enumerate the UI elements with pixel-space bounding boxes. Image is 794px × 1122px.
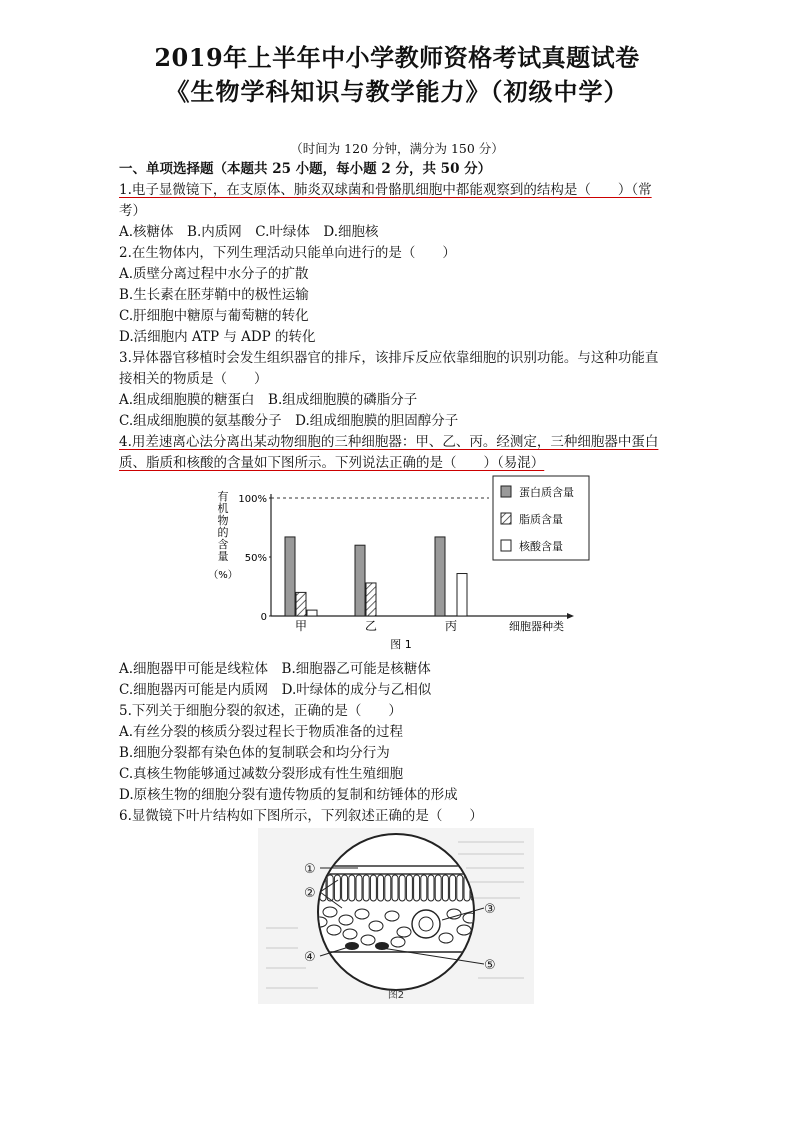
palisade-cell xyxy=(406,875,412,901)
q4-stem-cont: 质、脂质和核酸的含量如下图所示。下列说法正确的是（ ）（易混） xyxy=(119,455,545,471)
x-axis-title: 细胞器种类 xyxy=(509,620,564,633)
q1-stem-cont: 考） xyxy=(119,203,146,219)
palisade-cell xyxy=(370,875,376,901)
bar-甲-2 xyxy=(307,610,317,616)
bar-乙-1 xyxy=(366,583,376,616)
q1-stem: 1.电子显微镜下，在支原体、肺炎双球菌和骨骼肌细胞中都能观察到的结构是（ ）（常 xyxy=(119,182,652,198)
spongy-cell xyxy=(355,909,369,919)
spongy-cell xyxy=(339,915,353,925)
spongy-cell xyxy=(397,927,411,937)
y-label-char: 的 xyxy=(217,526,229,539)
palisade-cell xyxy=(378,875,384,901)
spongy-cell xyxy=(323,907,337,917)
palisade-cell xyxy=(428,875,434,901)
palisade-cell xyxy=(349,875,355,901)
x-category-label: 丙 xyxy=(444,619,458,633)
bar-chart-figure1 xyxy=(205,474,595,654)
q4-options-ab: A.细胞器甲可能是线粒体 B.细胞器乙可能是核糖体 xyxy=(119,661,431,677)
x-axis-arrow xyxy=(567,613,574,619)
palisade-cell xyxy=(385,875,391,901)
spongy-cell xyxy=(343,929,357,939)
palisade-cell xyxy=(414,875,420,901)
y-tick-label: 50% xyxy=(244,553,267,564)
q5-option-a: A.有丝分裂的核质分裂过程长于物质准备的过程 xyxy=(119,724,404,740)
q3-options-cd: C.组成细胞膜的氨基酸分子 D.组成细胞膜的胆固醇分子 xyxy=(119,413,459,429)
y-axis-ticks xyxy=(238,494,271,623)
bar-丙-0 xyxy=(435,537,445,616)
spongy-cell xyxy=(369,921,383,931)
x-category-label: 乙 xyxy=(364,619,378,633)
exam-title-line1: 2019年上半年中小学教师资格考试真题试卷 xyxy=(154,43,640,72)
palisade-cell xyxy=(442,875,448,901)
leaf-structure-figure2 xyxy=(258,828,534,1004)
q5-option-d: D.原核生物的细胞分裂有遗传物质的复制和纺锤体的形成 xyxy=(119,787,458,803)
palisade-cell xyxy=(363,875,369,901)
y-label-unit: （%） xyxy=(208,570,238,581)
time-note: （时间为 120 分钟，满分为 150 分） xyxy=(290,141,504,156)
exam-title-line2: 《生物学科知识与教学能力》（初级中学） xyxy=(165,77,629,106)
bars xyxy=(285,537,467,616)
y-tick-label: 0 xyxy=(260,612,267,623)
spongy-cell xyxy=(439,933,453,943)
figure2-caption: 图2 xyxy=(387,990,405,1001)
upper-epidermis xyxy=(316,866,476,874)
q2-option-a: A.质壁分离过程中水分子的扩散 xyxy=(119,266,309,282)
y-label-char: 机 xyxy=(217,502,229,515)
legend-swatch xyxy=(501,513,511,524)
legend-swatch xyxy=(501,486,511,497)
legend-label: 核酸含量 xyxy=(519,540,563,553)
palisade-cell xyxy=(450,875,456,901)
y-axis-label xyxy=(208,490,238,581)
q3-options-ab: A.组成细胞膜的糖蛋白 B.组成细胞膜的磷脂分子 xyxy=(119,392,418,408)
y-tick-label: 100% xyxy=(238,494,267,505)
q2-option-c: C.肝细胞中糖原与葡萄糖的转化 xyxy=(119,308,309,324)
vein-bundle xyxy=(412,910,440,938)
figure2-label-5: ⑤ xyxy=(484,958,496,973)
palisade-cell xyxy=(457,875,463,901)
spongy-cell xyxy=(391,937,405,947)
legend-label: 蛋白质含量 xyxy=(519,486,574,499)
figure2-label-4: ④ xyxy=(304,950,316,965)
palisade-cell xyxy=(356,875,362,901)
spongy-cell xyxy=(457,925,471,935)
figure2-label-2: ② xyxy=(304,886,316,901)
bar-丙-2 xyxy=(457,574,467,616)
y-label-char: 量 xyxy=(217,550,229,563)
palisade-cell xyxy=(334,875,340,901)
bar-甲-0 xyxy=(285,537,295,616)
q4-stem: 4.用差速离心法分离出某动物细胞的三种细胞器：甲、乙、丙。经测定，三种细胞器中蛋白 xyxy=(119,434,659,450)
q4-options-cd: C.细胞器丙可能是内质网 D.叶绿体的成分与乙相似 xyxy=(119,682,432,698)
bar-乙-0 xyxy=(355,545,365,616)
legend-swatch xyxy=(501,540,511,551)
palisade-cell xyxy=(392,875,398,901)
bar-甲-1 xyxy=(296,592,306,616)
x-category-label: 甲 xyxy=(294,619,308,633)
q2-stem: 2.在生物体内，下列生理活动只能单向进行的是（ ） xyxy=(119,245,456,261)
palisade-cell xyxy=(399,875,405,901)
y-label-char: 含 xyxy=(217,538,229,551)
y-label-char: 物 xyxy=(217,514,229,527)
q5-stem: 5.下列关于细胞分裂的叙述，正确的是（ ） xyxy=(119,703,402,719)
chart-legend xyxy=(493,476,589,560)
x-category-labels xyxy=(295,619,457,633)
figure2-label-3: ③ xyxy=(484,902,496,917)
legend-label: 脂质含量 xyxy=(519,513,563,526)
palisade-cell xyxy=(435,875,441,901)
figure2-label-1: ① xyxy=(304,862,316,877)
q1-options: A.核糖体 B.内质网 C.叶绿体 D.细胞核 xyxy=(119,224,379,240)
q5-option-b: B.细胞分裂都有染色体的复制联会和均分行为 xyxy=(119,745,390,761)
figure1-caption: 图 1 xyxy=(390,638,412,651)
section-heading: 一、单项选择题（本题共 25 小题，每小题 2 分，共 50 分） xyxy=(119,161,492,177)
spongy-cell xyxy=(385,911,399,921)
spongy-cell xyxy=(327,925,341,935)
q5-option-c: C.真核生物能够通过减数分裂形成有性生殖细胞 xyxy=(119,766,404,782)
q3-stem: 3.异体器官移植时会发生组织器官的排斥，该排斥反应依靠细胞的识别功能。与这种功能直 xyxy=(119,350,659,366)
y-label-char: 有 xyxy=(217,490,229,503)
palisade-cell xyxy=(421,875,427,901)
q2-option-b: B.生长素在胚芽鞘中的极性运输 xyxy=(119,287,309,303)
q3-stem-cont: 接相关的物质是（ ） xyxy=(119,371,268,387)
q6-stem: 6.显微镜下叶片结构如下图所示，下列叙述正确的是（ ） xyxy=(119,808,483,824)
palisade-cell xyxy=(342,875,348,901)
spongy-cell xyxy=(361,935,375,945)
palisade-cell xyxy=(327,875,333,901)
q2-option-d: D.活细胞内 ATP 与 ADP 的转化 xyxy=(119,329,316,345)
